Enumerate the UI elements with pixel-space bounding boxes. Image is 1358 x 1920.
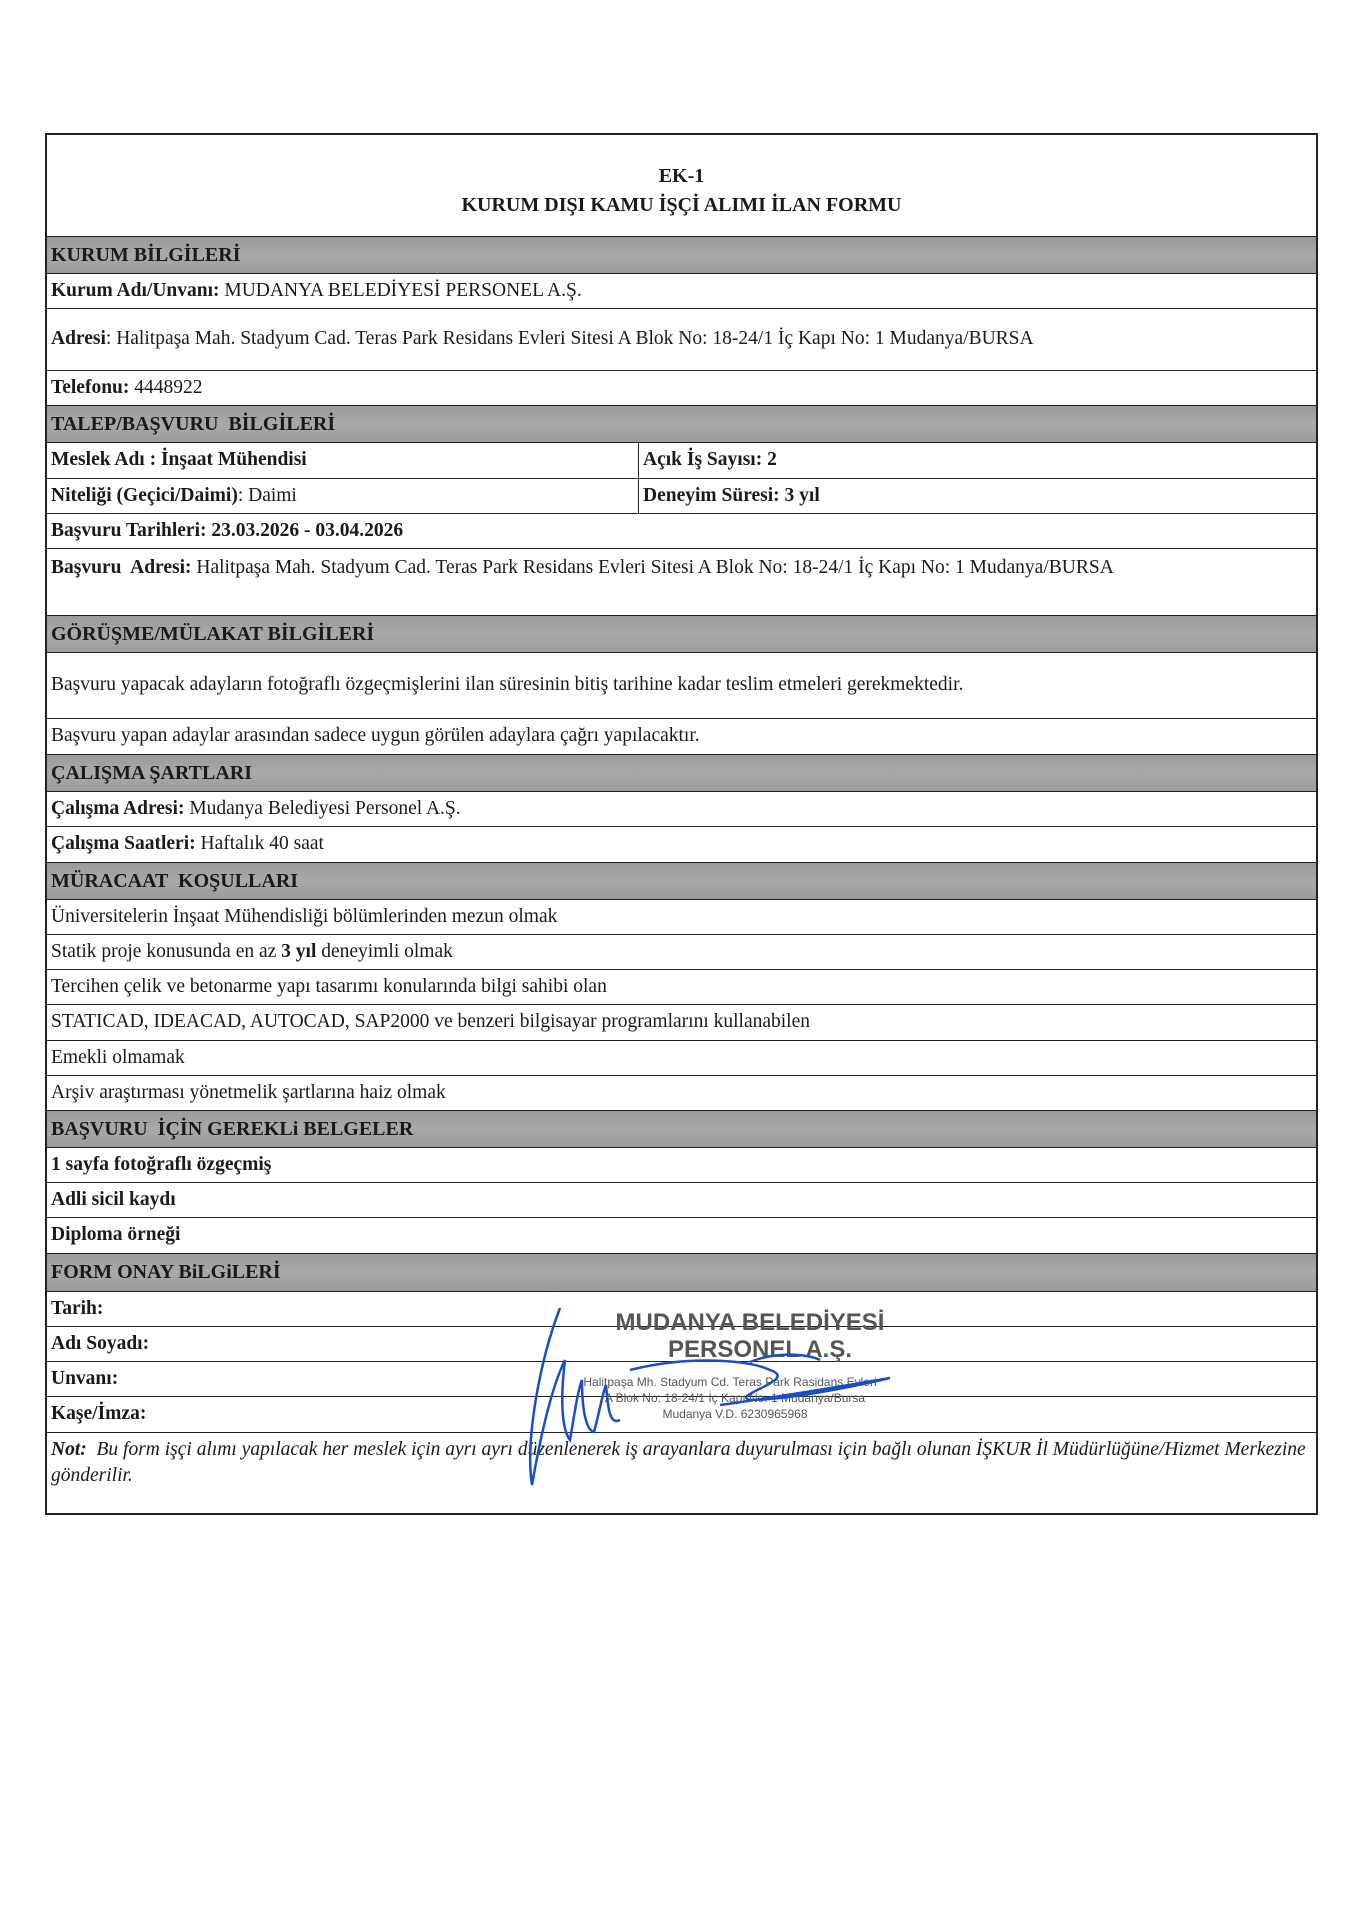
- condition-item: Tercihen çelik ve betonarme yapı tasarımı konularında bilgi sahibi olan: [47, 970, 1316, 1005]
- form-note: [47, 1433, 1316, 1513]
- experience: Deneyim Süresi: 3 yıl: [643, 484, 820, 506]
- kurum-phone: [47, 371, 1316, 406]
- label: Unvanı:: [51, 1367, 119, 1389]
- application-address: [47, 549, 1316, 616]
- section-belgeler: BAŞVURU İÇİN GEREKLi BELGELER: [47, 1111, 1316, 1148]
- type-row: [47, 479, 1316, 514]
- note-label: Not:: [51, 1439, 87, 1460]
- value: : Halitpaşa Mah. Stadyum Cad. Teras Park Residans Evleri Sitesi A Blok No: 18-24/1 İç Kapı No: 1 Mudanya/BURSA: [105, 328, 1034, 350]
- label: Telefonu:: [51, 376, 130, 398]
- value: Haftalık 40 saat: [195, 833, 324, 855]
- value: MUDANYA BELEDİYESİ PERSONEL A.Ş.: [219, 279, 582, 301]
- value: Mudanya Belediyesi Personel A.Ş.: [184, 797, 461, 819]
- form-title: KURUM DIŞI KAMU İŞÇİ ALIMI İLAN FORMU: [461, 193, 902, 216]
- job-row: [47, 443, 1316, 479]
- document-item: [47, 1218, 1316, 1254]
- label: Niteliği (Geçici/Daimi): [51, 484, 238, 506]
- open-positions: Açık İş Sayısı: 2: [643, 449, 777, 471]
- text-bold: 3 yıl: [281, 940, 317, 962]
- approval-name: [47, 1327, 1316, 1362]
- approval-title: [47, 1362, 1316, 1397]
- interview-item: Başvuru yapacak adayların fotoğraflı özgeçmişlerini ilan süresinin bitiş tarihine kadar teslim etmeleri gerekmektedir.: [47, 653, 1316, 719]
- section-calisma: ÇALIŞMA ŞARTLARI: [47, 755, 1316, 792]
- application-dates: [47, 514, 1316, 549]
- label: Tarih:: [51, 1297, 104, 1319]
- label: Kurum Adı/Unvanı:: [51, 279, 220, 301]
- approval-date: [47, 1292, 1316, 1327]
- approval-seal: [47, 1397, 1316, 1433]
- kurum-name: [47, 274, 1316, 309]
- text: 1 sayfa fotoğraflı özgeçmiş: [51, 1153, 272, 1175]
- condition-item: Üniversitelerin İnşaat Mühendisliği bölümlerinden mezun olmak: [47, 900, 1316, 935]
- value: Halitpaşa Mah. Stadyum Cad. Teras Park Residans Evleri Sitesi A Blok No: 18-24/1 İç Kapı No: 1 Mudanya/BURSA: [191, 557, 1114, 578]
- work-hours: [47, 827, 1316, 863]
- label: Başvuru Adresi:: [51, 557, 192, 578]
- section-gorusme: GÖRÜŞME/MÜLAKAT BİLGİLERİ: [47, 616, 1316, 653]
- text: deneyimli olmak: [316, 940, 453, 962]
- job-name: Meslek Adı : İnşaat Mühendisi: [51, 449, 307, 471]
- condition-item: Arşiv araştırması yönetmelik şartlarına haiz olmak: [47, 1076, 1316, 1111]
- text: Statik proje konusunda en az: [51, 940, 282, 962]
- label: Çalışma Saatleri:: [51, 833, 196, 855]
- note-text: Bu form işçi alımı yapılacak her meslek için ayrı ayrı düzenlenerek iş arayanlara duyurulması için bağlı olunan İŞKUR İl Müdürlüğüne/Hizmet Merkezine gönderilir.: [51, 1439, 1311, 1487]
- label: Kaşe/İmza:: [51, 1403, 147, 1425]
- kurum-address: [47, 309, 1316, 371]
- work-address: [47, 792, 1316, 827]
- form-header: [47, 135, 1316, 237]
- stamp-line: Mudanya V.D. 6230965968: [662, 1407, 808, 1421]
- condition-item: STATICAD, IDEACAD, AUTOCAD, SAP2000 ve benzeri bilgisayar programlarını kullanabilen: [47, 1005, 1316, 1041]
- value: Başvuru Tarihleri: 23.03.2026 - 03.04.2026: [51, 519, 404, 541]
- label: Adı Soyadı:: [51, 1332, 150, 1354]
- condition-item: [47, 935, 1316, 970]
- condition-item: Emekli olmamak: [47, 1041, 1316, 1076]
- value: 4448922: [129, 376, 203, 398]
- label: Çalışma Adresi:: [51, 797, 185, 819]
- text: Adli sicil kaydı: [51, 1188, 176, 1210]
- hiring-form: [45, 133, 1318, 1515]
- stamp-line: PERSONEL A.Ş.: [667, 1336, 853, 1363]
- stamp-line: MUDANYA BELEDİYESİ: [615, 1309, 885, 1336]
- text: Diploma örneği: [51, 1224, 181, 1246]
- document-item: [47, 1183, 1316, 1218]
- annex-label: EK-1: [658, 164, 705, 187]
- section-talep: TALEP/BAŞVURU BİLGİLERİ: [47, 406, 1316, 443]
- label: Adresi: [51, 328, 106, 350]
- employment-type: : Daimi: [237, 484, 297, 506]
- section-onay: FORM ONAY BiLGiLERİ: [47, 1254, 1316, 1292]
- document-item: [47, 1148, 1316, 1183]
- stamp-line: Halitpaşa Mh. Stadyum Cd. Teras Park Rasidans Evleri: [583, 1375, 877, 1389]
- interview-item: Başvuru yapan adaylar arasından sadece uygun görülen adaylara çağrı yapılacaktır.: [47, 719, 1316, 755]
- section-kurum: KURUM BİLGİLERİ: [47, 237, 1316, 274]
- stamp-line: A Blok No: 18-24/1 İç Kapı No: 1 Mudanya/Bursa: [604, 1391, 866, 1405]
- section-muracaat: MÜRACAAT KOŞULLARI: [47, 863, 1316, 900]
